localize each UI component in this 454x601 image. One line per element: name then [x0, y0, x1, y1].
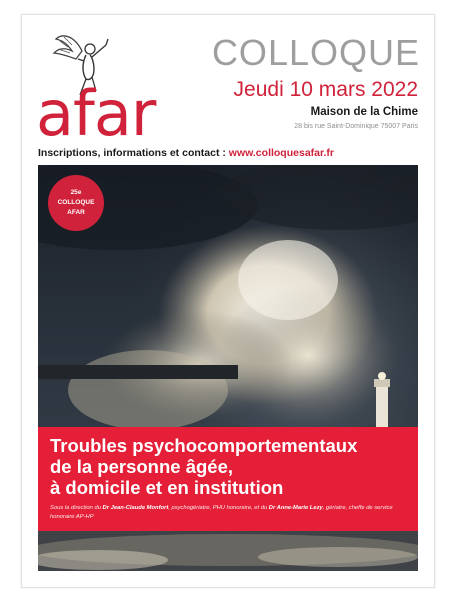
title-line-3: à domicile et en institution [50, 477, 284, 498]
event-venue: Maison de la Chime [310, 106, 418, 118]
event-date: Jeudi 10 mars 2022 [233, 78, 418, 101]
edition-badge [48, 175, 104, 231]
badge-line-2: COLLOQUE [57, 199, 95, 206]
event-address: 28 bis rue Saint-Dominique 75007 Paris [294, 123, 418, 130]
direction-prefix: Sous la direction du [50, 505, 101, 511]
badge-line-1: 25e [70, 189, 82, 196]
afar-logo [36, 29, 176, 150]
contact-label: Inscriptions, informations et contact : [38, 147, 226, 159]
direction-text [50, 504, 410, 521]
poster [21, 14, 435, 588]
director-2: Dr Anne-Marie Lezy [268, 505, 323, 511]
afar-wordmark: afar [36, 77, 156, 150]
title-banner [38, 427, 418, 531]
title-line-2: de la personne âgée, [50, 456, 234, 477]
contact-url[interactable]: www.colloquesafar.fr [228, 147, 335, 159]
director-1-role: , psychogériatre, PHU honoraire, et du [168, 505, 268, 511]
director-2-role: , gériatre, cheffe de service honoraire AP-HP [50, 505, 393, 520]
event-label: COLLOQUE [211, 32, 420, 73]
director-1: Dr Jean-Claude Monfort [102, 505, 169, 511]
contact-line [38, 147, 428, 159]
badge-line-3: AFAR [67, 209, 85, 216]
title-line-1: Troubles psychocomportementaux [50, 435, 358, 456]
storm-wave-photo [38, 165, 418, 571]
